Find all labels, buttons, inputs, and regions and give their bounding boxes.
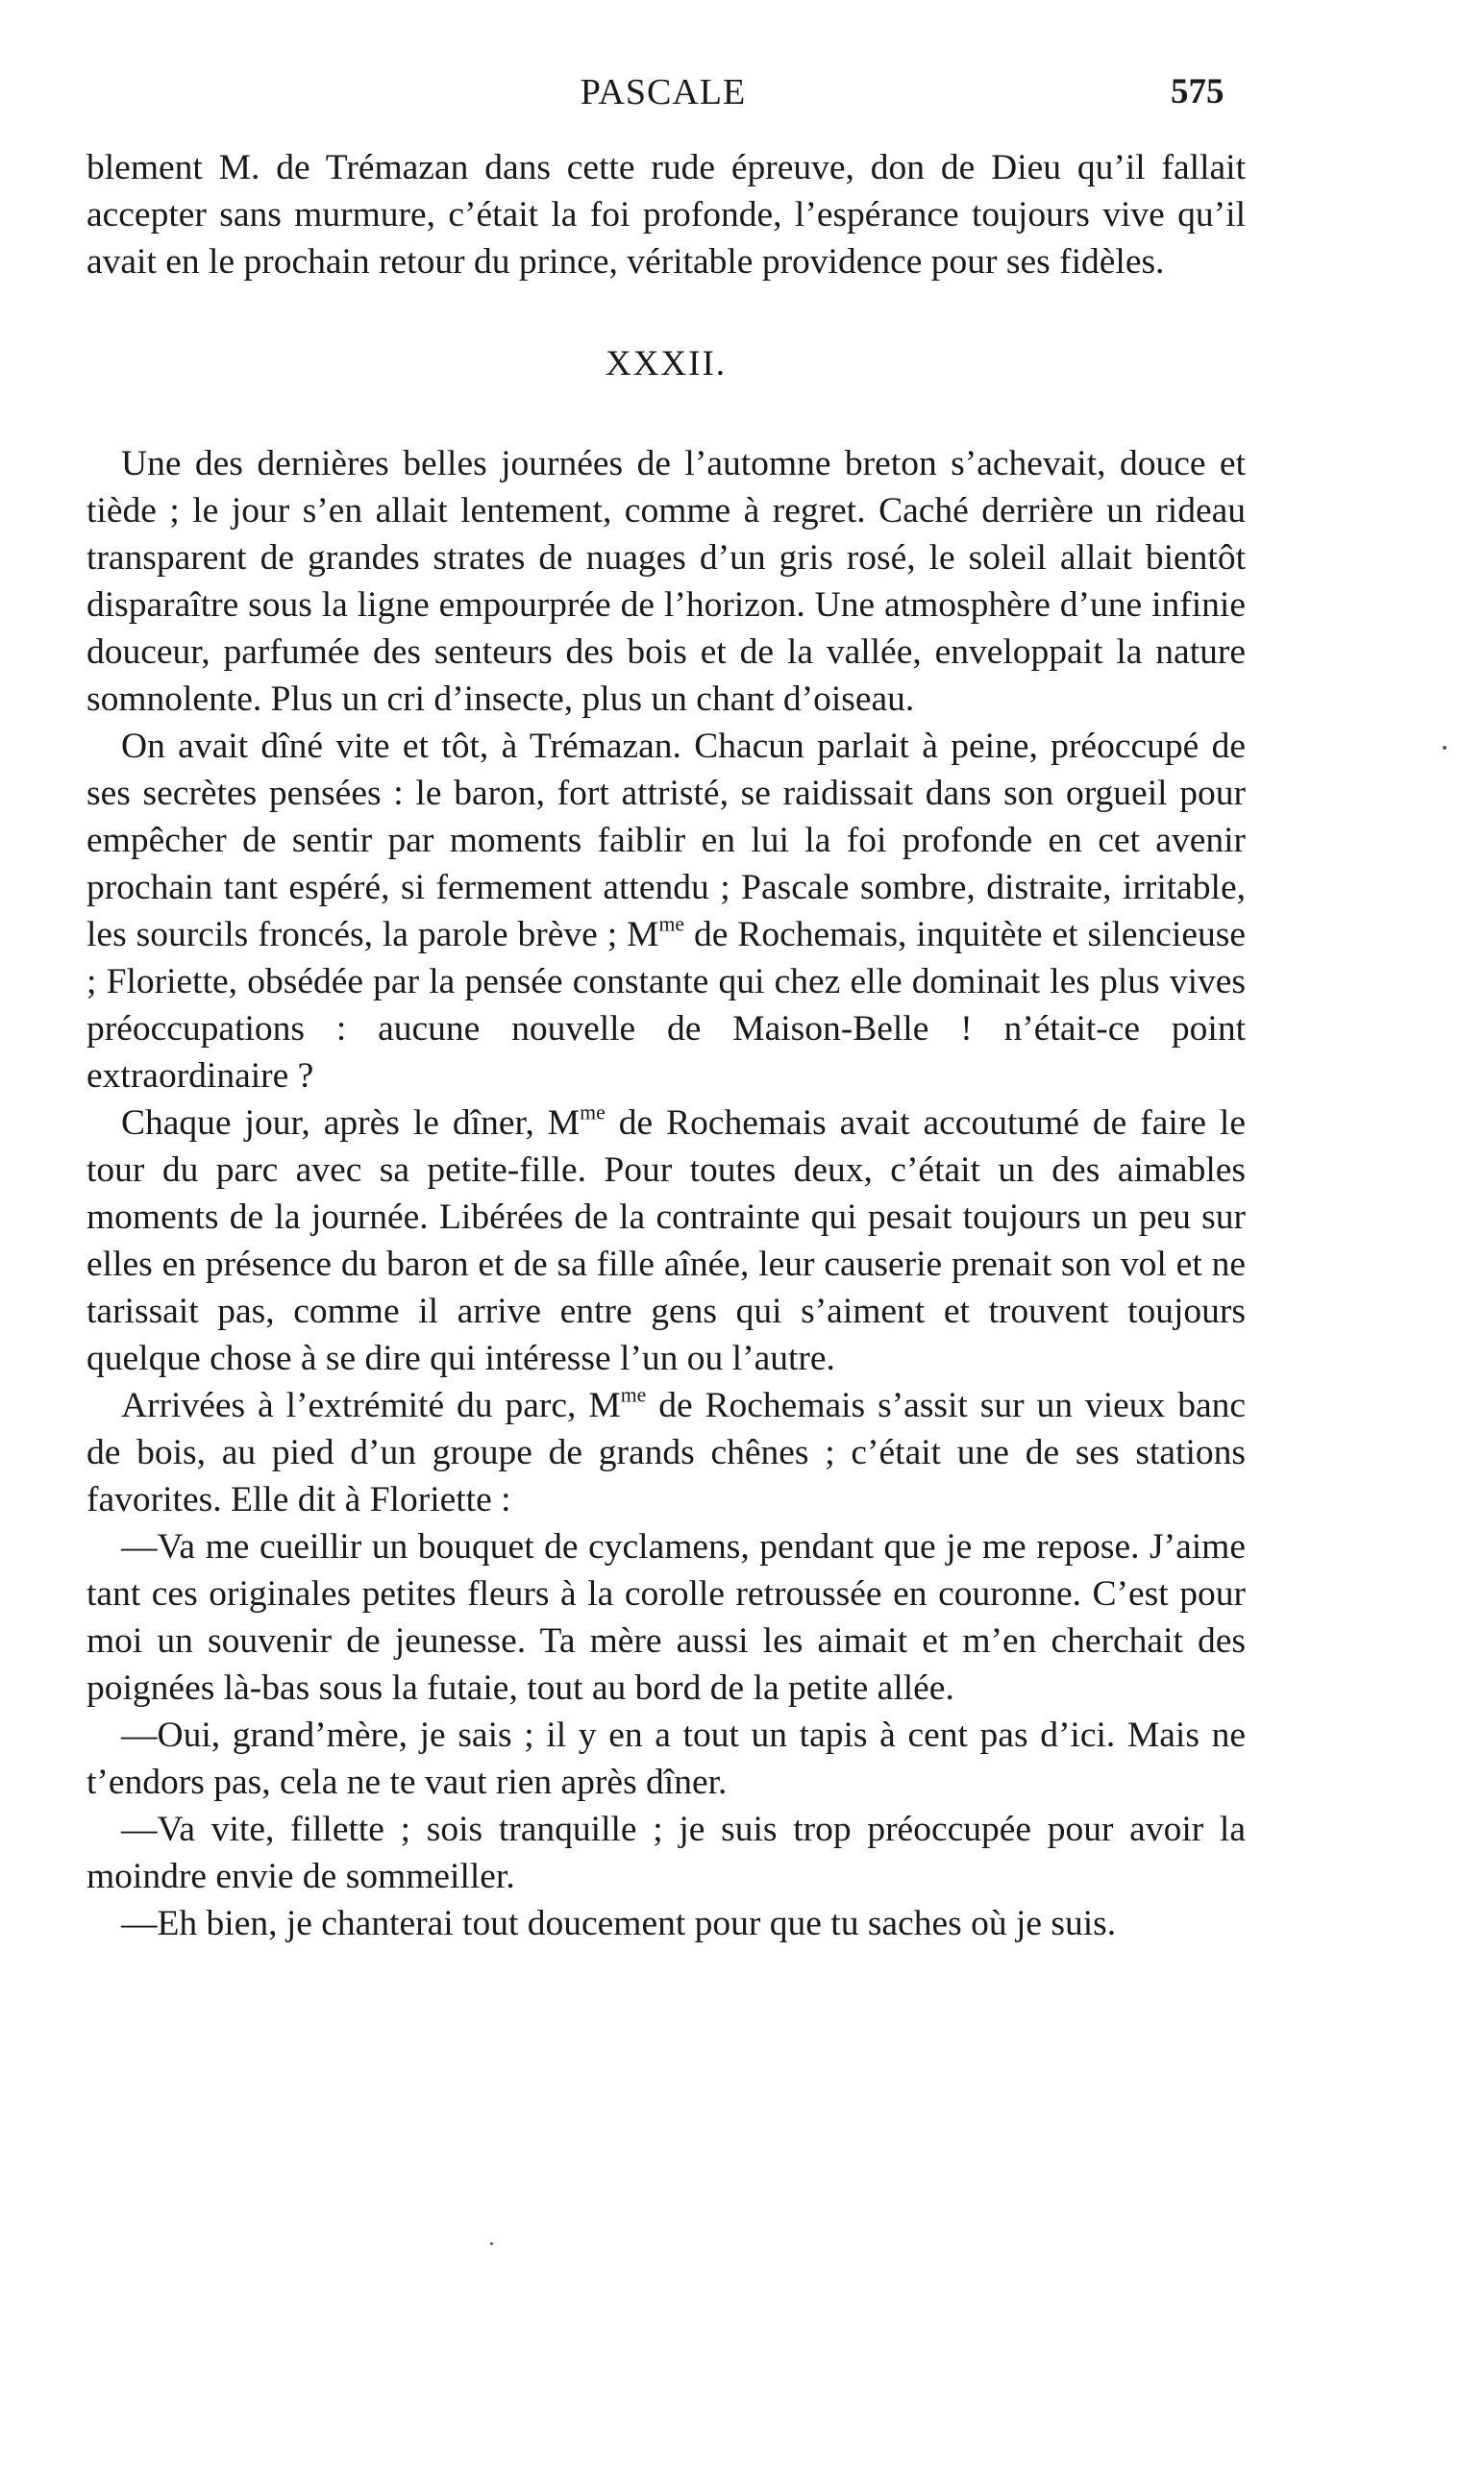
page-header (0, 71, 1484, 129)
print-speck (1443, 746, 1447, 750)
dialogue-paragraph: —Va me cueillir un bouquet de cyclamens, pendant que je me repose. J’aime tant ces originales petites fleurs à la corolle retroussée en couronne. C’est pour moi un souvenir de jeunesse. Ta mère aussi les aimait et m’en cherchait des poignées là-bas sous la futaie, tout au bord de la petite allée. (87, 1527, 1246, 1708)
paragraph: Arrivées à l’extrémité du parc, $M^{me}$ de Rochemais s’assit sur un vieux banc de bois, au pied d’un groupe de grands chênes ; c’était une de ses stations favorites. Elle dit à Floriette : (87, 1383, 1247, 1519)
dialogue-paragraph: —Eh bien, je chanterai tout doucement pour que tu saches où je suis. (121, 1904, 1117, 1943)
body-text (87, 144, 1246, 1947)
dialogue-paragraph: —Oui, grand’mère, je sais ; il y en a tout un tapis à cent pas d’ici. Mais ne t’endors pas, cela ne te vaut rien après dîner. (87, 1716, 1246, 1802)
paragraph-continuation: blement M. de Trémazan dans cette rude épreuve, don de Dieu qu’il fallait accepter sans murmure, c’était la foi profonde, l’espérance toujours vive qu’il avait en le prochain retour du prince, véritable providence pour ses fidèles. (87, 148, 1246, 282)
page-number: 575 (1171, 72, 1224, 111)
dialogue-paragraph: —Va vite, fillette ; sois tranquille ; je suis trop préoccupée pour avoir la moindre envie de sommeiller. (87, 1810, 1246, 1896)
superscript: me (658, 912, 685, 936)
paragraph: Une des dernières belles journées de l’automne breton s’achevait, douce et tiède ; le jour s’en allait lentement, comme à regret. Caché derrière un rideau transparent de grandes strates de nuages d’un gris rosé, le soleil allait bientôt disparaître sous la ligne empourprée de l’horizon. Une atmosphère d’une infinie douceur, parfumée des senteurs des bois et de la vallée, enveloppait la nature somnolente. Plus un cri d’insecte, plus un chant d’oiseau. (87, 444, 1246, 719)
paragraph: On avait dîné vite et tôt, à Trémazan. Chacun parlait à peine, préoccupé de ses secrètes pensées : le baron, fort attristé, se raidissait dans son orgueil pour empêcher de sentir par moments faiblir en lui la foi profonde en cet avenir prochain tant espéré, si fermement attendu ; Pascale sombre, distraite, irritable, les sourcils froncés, la parole brève ; $M^{me}$ de Rochemais, inquitète et silencieuse ; Floriette, obsédée par la pensée constante qui chez elle dominait les plus vives préoccupations : aucune nouvelle de Maison-Belle ! n’était-ce point extraordinaire ? (87, 727, 1246, 1096)
paragraph: Chaque jour, après le dîner, $M^{me}$ de Rochemais avait accoutumé de faire le tour du parc avec sa petite-fille. Pour toutes deux, c’était un des aimables moments de la journée. Libérées de la contrainte qui pesait toujours un peu sur elles en présence du baron et de sa fille aînée, leur causerie prenait son vol et ne tarissait pas, comme il arrive entre gens qui s’aiment et trouvent toujours quelque chose à se dire qui intéresse l’un ou l’autre. (87, 1100, 1246, 1378)
print-speck (490, 2242, 493, 2245)
chapter-heading: XXXII. (605, 344, 728, 383)
superscript: me (620, 1383, 647, 1407)
superscript: me (580, 1100, 606, 1124)
running-title: PASCALE (580, 72, 747, 112)
